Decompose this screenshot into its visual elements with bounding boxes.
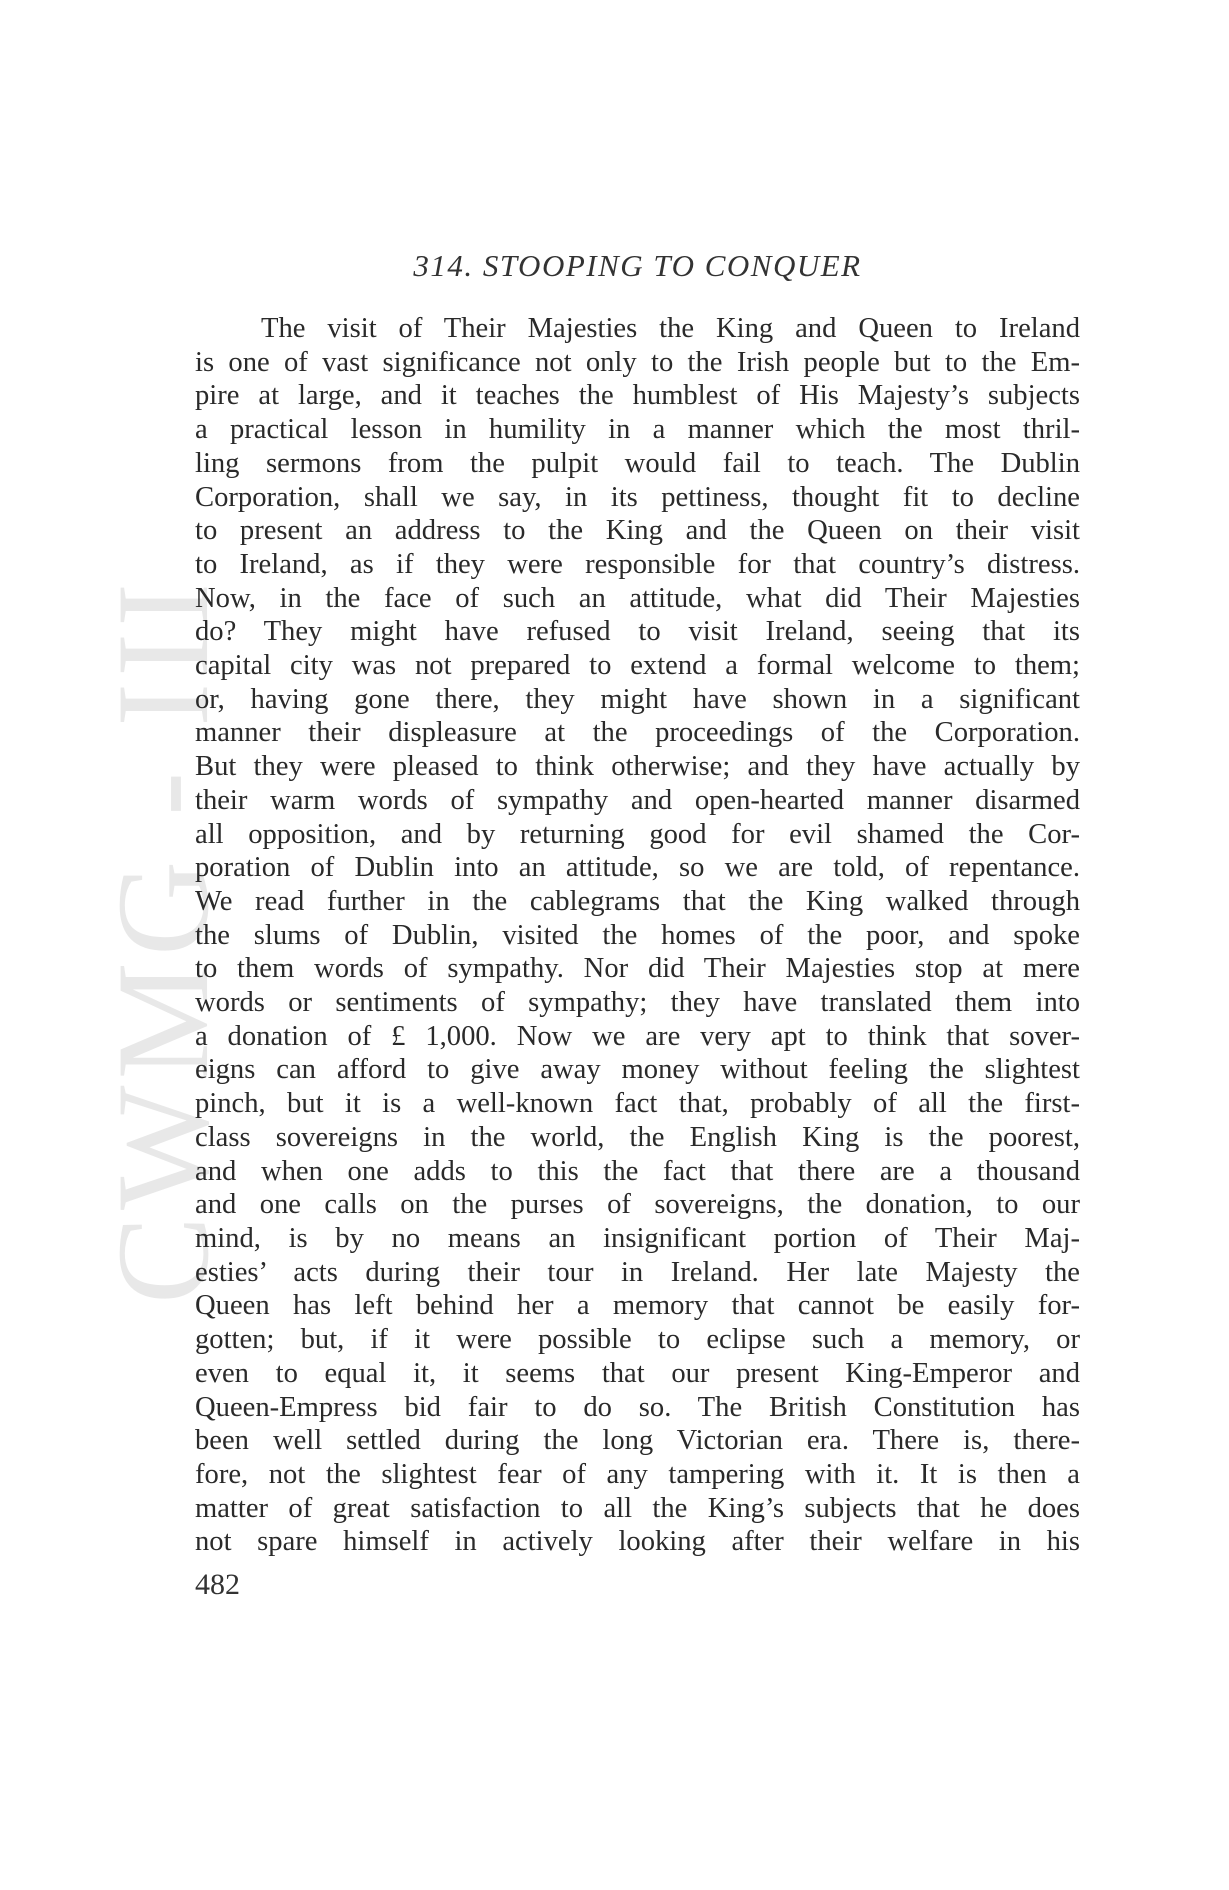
body-line: capital city was not prepared to extend a formal welcome to them; xyxy=(195,650,1080,682)
body-line: is one of vast significance not only to the Irish people but to the Em- xyxy=(195,346,1080,378)
body-line: poration of Dublin into an attitude, so we are told, of repentance. xyxy=(195,852,1080,884)
body-line: gotten; but, if it were possible to eclipse such a memory, or xyxy=(195,1324,1080,1356)
body-line: even to equal it, it seems that our present King-Emperor and xyxy=(195,1357,1080,1389)
body-line: fore, not the slightest fear of any tampering with it. It is then a xyxy=(195,1458,1080,1490)
body-line: Corporation, shall we say, in its pettiness, thought fit to decline xyxy=(195,481,1080,513)
body-line: to Ireland, as if they were responsible for that country’s distress. xyxy=(195,548,1080,580)
body-line: their warm words of sympathy and open-hearted manner disarmed xyxy=(195,784,1080,816)
body-line: do? They might have refused to visit Ireland, seeing that its xyxy=(195,616,1080,648)
watermark-text: CWMG - III xyxy=(89,576,237,1304)
body-line: matter of great satisfaction to all the King’s subjects that he does xyxy=(195,1492,1080,1524)
body-line: not spare himself in actively looking after their welfare in his xyxy=(195,1526,1080,1558)
body-line: and when one adds to this the fact that there are a thousand xyxy=(195,1155,1080,1187)
body-line: all opposition, and by returning good for evil shamed the Cor- xyxy=(195,818,1080,850)
body-line: and one calls on the purses of sovereigns, the donation, to our xyxy=(195,1189,1080,1221)
body-line: to present an address to the King and the Queen on their visit xyxy=(195,515,1080,547)
body-line: ling sermons from the pulpit would fail to teach. The Dublin xyxy=(195,447,1080,479)
body-line: words or sentiments of sympathy; they have translated them into xyxy=(195,987,1080,1019)
article-heading: 314. STOOPING TO CONQUER xyxy=(413,248,862,283)
body-line: Queen-Empress bid fair to do so. The British Constitution has xyxy=(195,1391,1080,1423)
body-line: a donation of £ 1,000. Now we are very apt to think that sover- xyxy=(195,1020,1080,1052)
body-line: Now, in the face of such an attitude, what did Their Majesties xyxy=(195,582,1080,614)
body-line: the slums of Dublin, visited the homes of the poor, and spoke xyxy=(195,919,1080,951)
body-line: to them words of sympathy. Nor did Their Majesties stop at mere xyxy=(195,953,1080,985)
body-line: a practical lesson in humility in a manner which the most thril- xyxy=(195,414,1080,446)
body-line: pinch, but it is a well-known fact that, probably of all the first- xyxy=(195,1088,1080,1120)
article-body xyxy=(195,312,1080,1559)
body-line: esties’ acts during their tour in Ireland. Her late Majesty the xyxy=(195,1256,1080,1288)
body-line: manner their displeasure at the proceedings of the Corporation. xyxy=(195,717,1080,749)
body-line: But they were pleased to think otherwise; and they have actually by xyxy=(195,751,1080,783)
body-line: pire at large, and it teaches the humblest of His Majesty’s subjects xyxy=(195,380,1080,412)
body-line: Queen has left behind her a memory that cannot be easily for- xyxy=(195,1290,1080,1322)
body-line: eigns can afford to give away money without feeling the slightest xyxy=(195,1054,1080,1086)
body-line: The visit of Their Majesties the King and Queen to Ireland xyxy=(261,313,1080,344)
body-line: been well settled during the long Victorian era. There is, there- xyxy=(195,1425,1080,1457)
body-line: or, having gone there, they might have shown in a significant xyxy=(195,683,1080,715)
body-line: class sovereigns in the world, the English King is the poorest, xyxy=(195,1121,1080,1153)
page-number: 482 xyxy=(195,1568,240,1601)
body-line: mind, is by no means an insignificant portion of Their Maj- xyxy=(195,1222,1080,1254)
body-line: We read further in the cablegrams that the King walked through xyxy=(195,885,1080,917)
